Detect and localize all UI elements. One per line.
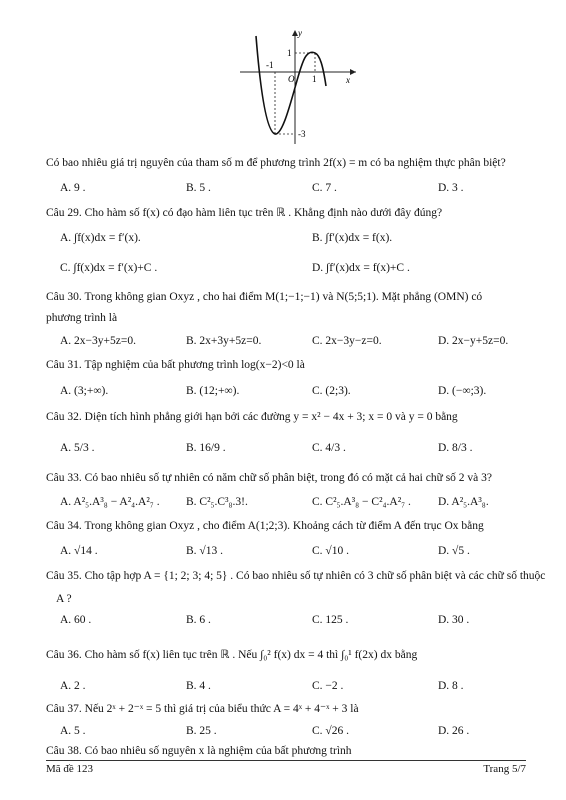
x-axis-arrow xyxy=(350,69,356,75)
tick-label-1x: 1 xyxy=(312,74,317,84)
tick-label-neg1: -1 xyxy=(266,60,274,70)
q37-text: Câu 37. Nếu 2ˣ + 2⁻ˣ = 5 thì giá trị của biểu thức A = 4ˣ + 4⁻ˣ + 3 là xyxy=(46,703,359,715)
q31-option-b: B. (12;+∞). xyxy=(186,385,240,397)
q32-option-b: B. 16/9 . xyxy=(186,442,226,454)
q35-option-d: D. 30 . xyxy=(438,614,470,626)
q35-option-a: A. 60 . xyxy=(60,614,92,626)
q33-option-b: B. C²₅.C³₈.3!. xyxy=(186,496,248,508)
origin-label: O xyxy=(288,74,295,84)
q35-option-b: B. 6 . xyxy=(186,614,211,626)
q37-option-d: D. 26 . xyxy=(438,725,470,737)
q37-option-a: A. 5 . xyxy=(60,725,86,737)
q32-option-d: D. 8/3 . xyxy=(438,442,473,454)
q30-option-b: B. 2x+3y+5z=0. xyxy=(186,335,262,347)
q28-text: Có bao nhiêu giá trị nguyên của tham số m để phương trình 2f(x) = m có ba nghiệm thực phân biệt? xyxy=(46,157,506,169)
q30-text-line1: Câu 30. Trong không gian Oxyz , cho hai điểm M(1;−1;−1) và N(5;5;1). Mặt phẳng (OMN) có xyxy=(46,291,483,303)
y-axis-label: y xyxy=(298,28,302,38)
q32-text: Câu 32. Diện tích hình phẳng giới hạn bởi các đường y = x² − 4x + 3; x = 0 và y = 0 bằng xyxy=(46,411,458,423)
x-axis-label: x xyxy=(346,75,350,85)
q34-option-d: D. √5 . xyxy=(438,545,470,557)
q28-option-c: C. 7 . xyxy=(312,182,337,194)
function-graph xyxy=(238,26,358,146)
q30-text-line2: phương trình là xyxy=(46,312,118,324)
q28-option-a: A. 9 . xyxy=(60,182,86,194)
q37-option-c: C. √26 . xyxy=(312,725,349,737)
q30-option-c: C. 2x−3y−z=0. xyxy=(312,335,382,347)
q37-option-b: B. 25 . xyxy=(186,725,217,737)
q33-option-d: D. A²₅.A³₈. xyxy=(438,496,489,508)
q32-option-c: C. 4/3 . xyxy=(312,442,346,454)
q36-text: Câu 36. Cho hàm số f(x) liên tục trên ℝ . Nếu ∫₀² f(x) dx = 4 thì ∫₀¹ f(2x) dx bằng xyxy=(46,649,418,661)
tick-label-neg3: -3 xyxy=(298,129,306,139)
q29-option-a: A. ∫f(x)dx = f′(x). xyxy=(60,232,141,244)
tick-label-1y: 1 xyxy=(287,48,292,58)
q36-option-b: B. 4 . xyxy=(186,680,211,692)
q32-option-a: A. 5/3 . xyxy=(60,442,95,454)
q28-option-b: B. 5 . xyxy=(186,182,211,194)
q34-text: Câu 34. Trong không gian Oxyz , cho điểm A(1;2;3). Khoảng cách từ điểm A đến trục Ox bằng xyxy=(46,520,484,532)
q31-text: Câu 31. Tập nghiệm của bất phương trình log(x−2)<0 là xyxy=(46,359,305,371)
q34-option-c: C. √10 . xyxy=(312,545,349,557)
page-footer xyxy=(46,760,526,775)
q36-option-a: A. 2 . xyxy=(60,680,86,692)
q28-option-d: D. 3 . xyxy=(438,182,464,194)
q35-option-c: C. 125 . xyxy=(312,614,349,626)
q30-option-a: A. 2x−3y+5z=0. xyxy=(60,335,136,347)
q36-option-c: C. −2 . xyxy=(312,680,344,692)
exam-code: Mã đề 123 xyxy=(46,763,94,775)
q35-text-line1: Câu 35. Cho tập hợp A = {1; 2; 3; 4; 5} . Có bao nhiêu số tự nhiên có 3 chữ số phân biệt và các chữ số thuộc xyxy=(46,570,546,582)
q36-option-d: D. 8 . xyxy=(438,680,464,692)
page-number: Trang 5/7 xyxy=(483,763,526,775)
q33-option-c: C. C²₅.A³₈ − C²₄.A²₇ . xyxy=(312,496,411,508)
q38-text: Câu 38. Có bao nhiêu số nguyên x là nghiệm của bất phương trình xyxy=(46,745,352,757)
q29-text: Câu 29. Cho hàm số f(x) có đạo hàm liên tục trên ℝ . Khẳng định nào dưới đây đúng? xyxy=(46,207,443,219)
q33-option-a: A. A²₅.A³₈ − A²₄.A²₇ . xyxy=(60,496,160,508)
q35-text-line2: A ? xyxy=(56,593,72,605)
q29-option-d: D. ∫f′(x)dx = f(x)+C . xyxy=(312,262,410,274)
q29-option-b: B. ∫f′(x)dx = f(x). xyxy=(312,232,393,244)
q31-option-a: A. (3;+∞). xyxy=(60,385,109,397)
q31-option-d: D. (−∞;3). xyxy=(438,385,487,397)
q33-text: Câu 33. Có bao nhiêu số tự nhiên có năm chữ số phân biệt, trong đó có mặt cả hai chữ số 2 và 3? xyxy=(46,472,493,484)
q30-option-d: D. 2x−y+5z=0. xyxy=(438,335,509,347)
q34-option-b: B. √13 . xyxy=(186,545,223,557)
q31-option-c: C. (2;3). xyxy=(312,385,351,397)
q34-option-a: A. √14 . xyxy=(60,545,98,557)
q29-option-c: C. ∫f(x)dx = f′(x)+C . xyxy=(60,262,158,274)
